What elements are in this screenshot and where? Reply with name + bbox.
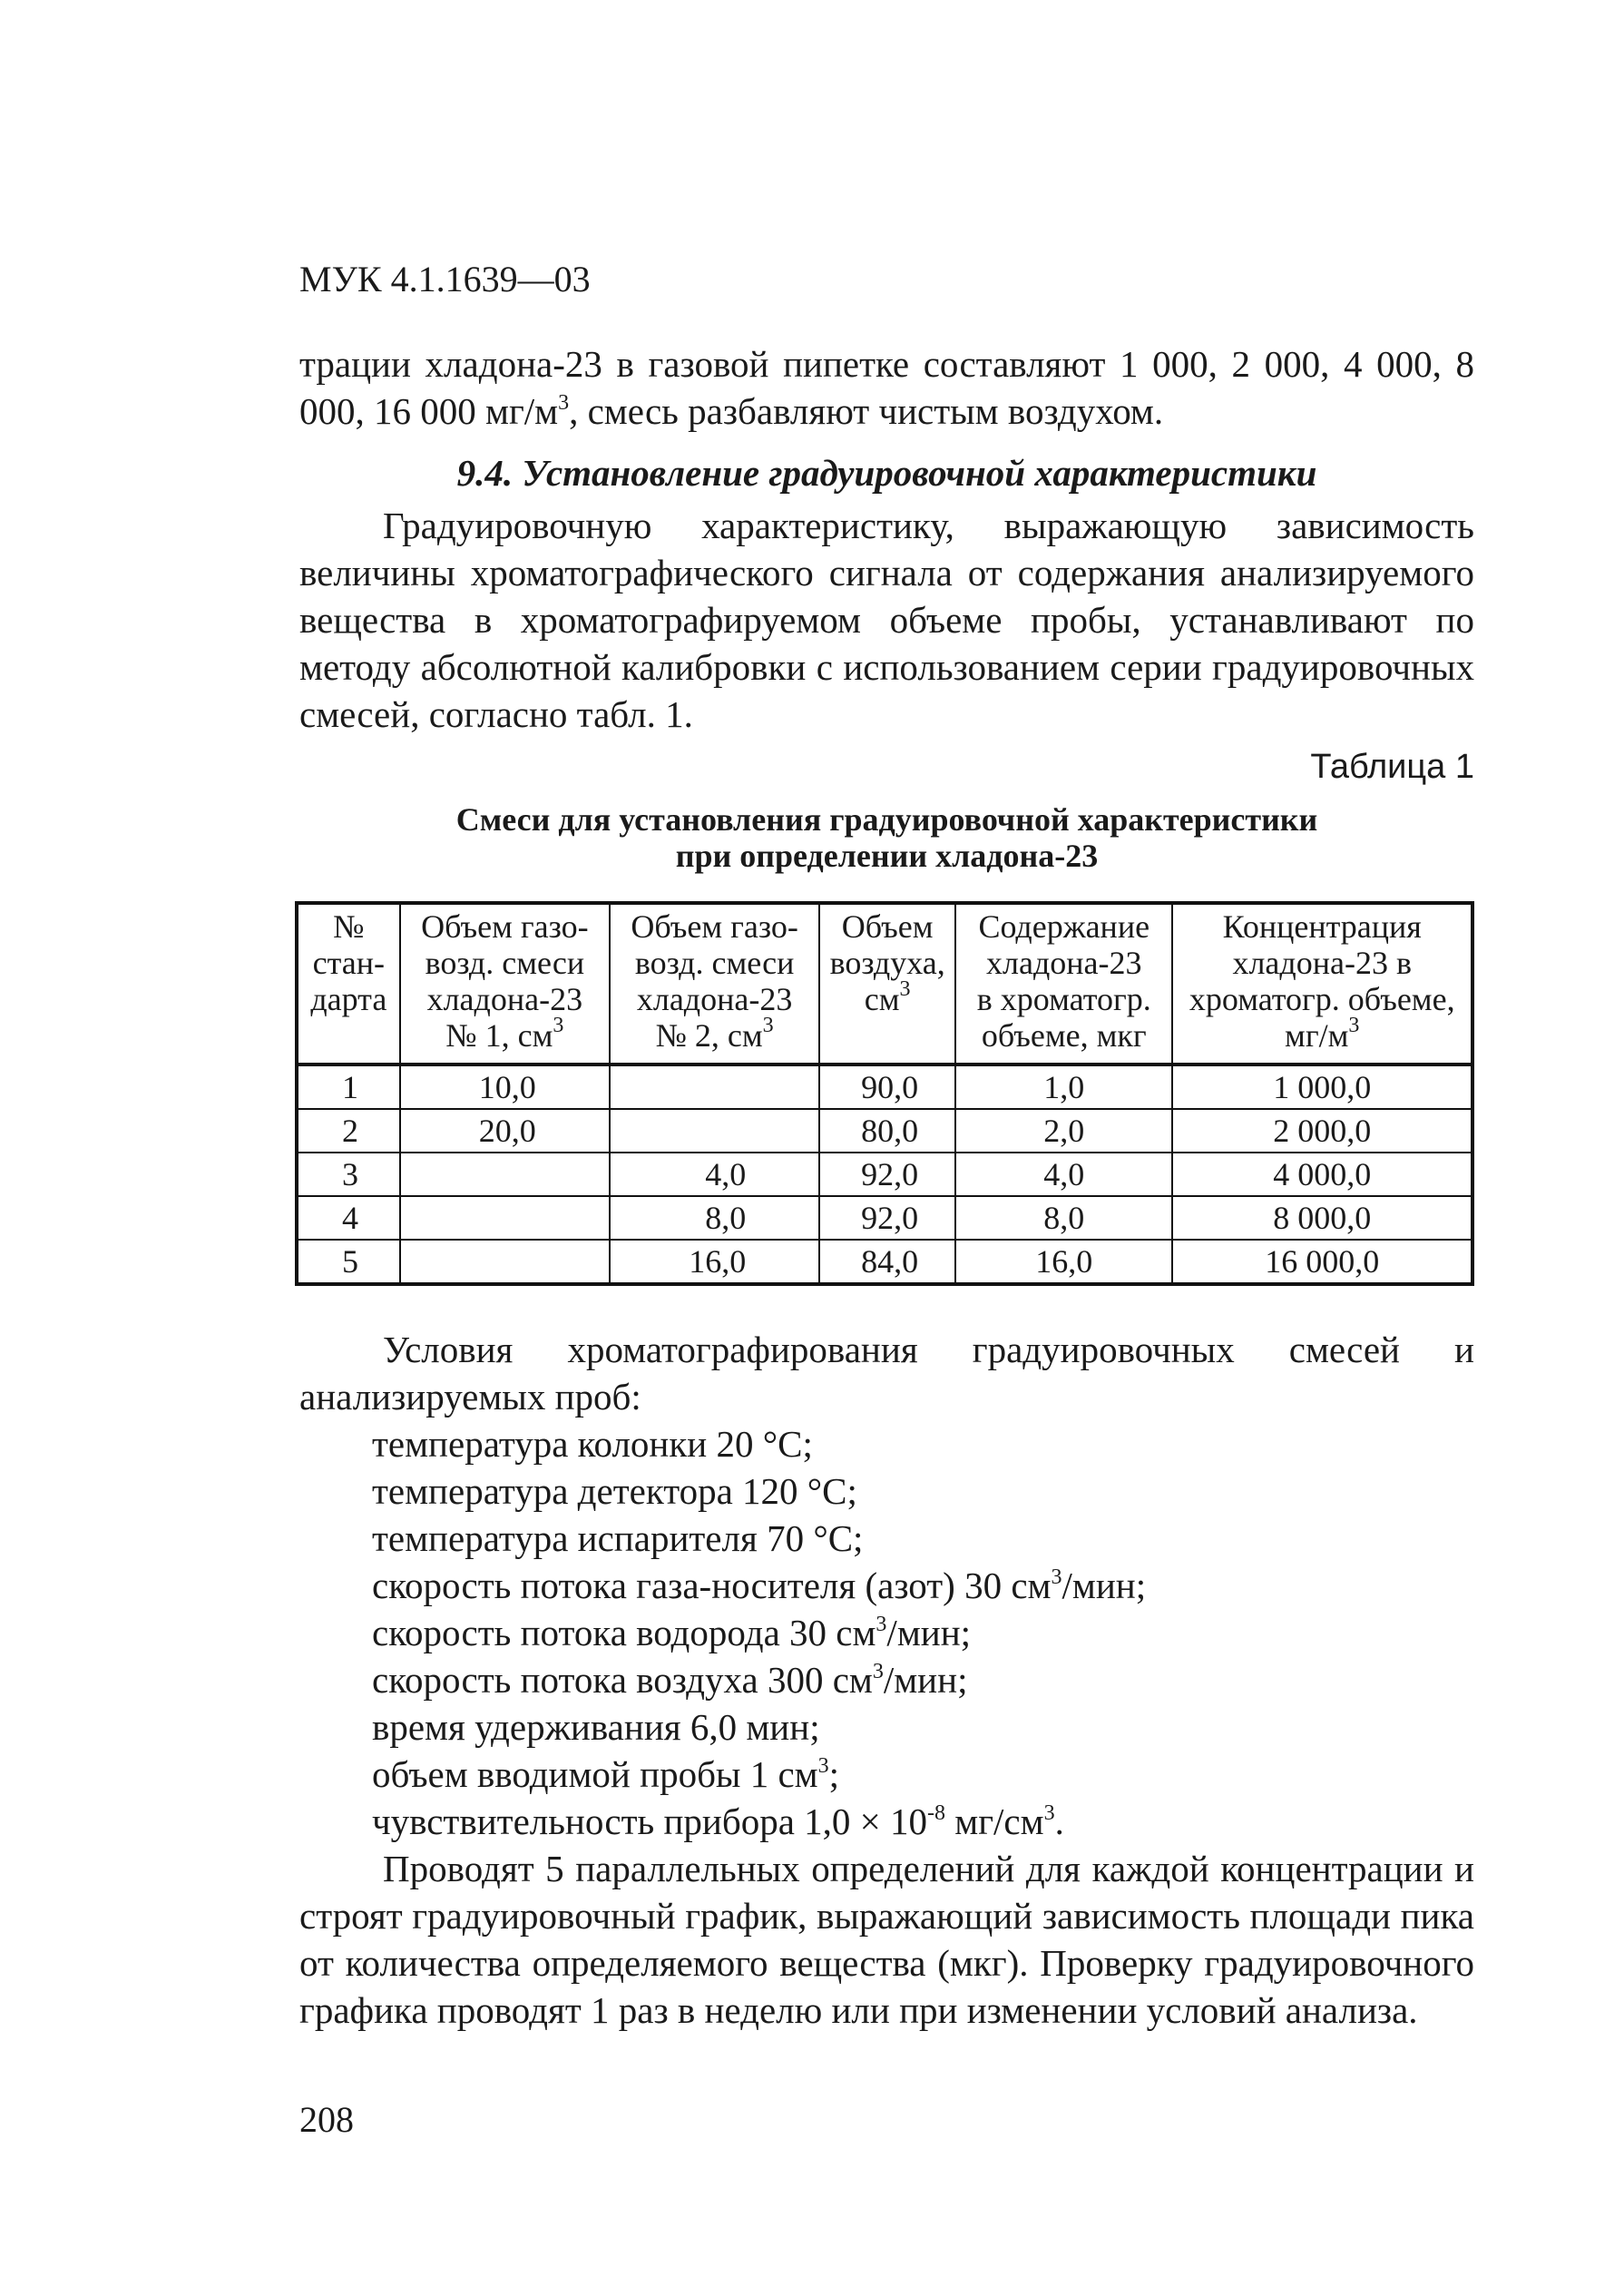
cell-air: 92,0 bbox=[819, 1196, 955, 1240]
superscript: 3 bbox=[1043, 1801, 1055, 1825]
cell-concentration: 16 000,0 bbox=[1172, 1240, 1472, 1284]
table-row bbox=[297, 1196, 1472, 1240]
cell-concentration: 8 000,0 bbox=[1172, 1196, 1472, 1240]
page-number: 208 bbox=[299, 2099, 354, 2140]
cell-mixture-1: 20,0 bbox=[400, 1109, 610, 1153]
cell-air: 90,0 bbox=[819, 1065, 955, 1109]
table-row bbox=[297, 1240, 1472, 1284]
cell-content: 4,0 bbox=[955, 1153, 1172, 1196]
condition-item bbox=[299, 1420, 1474, 1467]
condition-text: температура колонки 20 °C; bbox=[372, 1423, 813, 1465]
cell-mixture-1 bbox=[400, 1153, 610, 1196]
cell-mixture-2: 16,0 bbox=[610, 1240, 819, 1284]
page-content bbox=[299, 340, 1474, 2034]
paragraph-calibration: Градуировочную характеристику, выражающую зависимость величины хроматографического сигнала от содержания анализируемого вещества в хроматографируемом объеме пробы, устанавливают по методу абсолютной калибровки с использованием серии градуировочных смесей, согласно табл. 1. bbox=[299, 505, 1474, 735]
cell-air: 84,0 bbox=[819, 1240, 955, 1284]
table-row bbox=[297, 1065, 1472, 1109]
cell-mixture-1 bbox=[400, 1196, 610, 1240]
table-label: Таблица 1 bbox=[1310, 748, 1474, 786]
table-caption-line1: Смеси для установления градуировочной характеристики bbox=[455, 801, 1318, 838]
conditions-list bbox=[299, 1420, 1474, 1845]
condition-item bbox=[299, 1467, 1474, 1515]
condition-tail: мг/см bbox=[945, 1800, 1044, 1842]
condition-item bbox=[299, 1562, 1474, 1609]
condition-tail: /мин; bbox=[1061, 1565, 1147, 1606]
conditions-intro: Условия хроматографирования градуировочных смесей и анализируемых проб: bbox=[299, 1329, 1474, 1418]
condition-item bbox=[299, 1609, 1474, 1656]
paragraph-continuation-text: трации хладона-23 в газовой пипетке составляют 1 000, 2 000, 4 000, 8 000, 16 000 мг/м bbox=[299, 343, 1474, 432]
superscript: -8 bbox=[927, 1801, 946, 1825]
superscript: 3 bbox=[558, 391, 570, 415]
cell-mixture-1: 10,0 bbox=[400, 1065, 610, 1109]
cell-standard: 2 bbox=[297, 1109, 400, 1153]
paragraph-continuation bbox=[299, 340, 1474, 435]
cell-content: 8,0 bbox=[955, 1196, 1172, 1240]
condition-item bbox=[299, 1515, 1474, 1562]
table-row bbox=[297, 1153, 1472, 1196]
superscript: 3 bbox=[876, 1613, 887, 1636]
cell-mixture-2: 8,0 bbox=[610, 1196, 819, 1240]
table-row bbox=[297, 1109, 1472, 1153]
condition-tail: /мин; bbox=[886, 1612, 972, 1653]
condition-item bbox=[299, 1751, 1474, 1798]
condition-tail: ; bbox=[828, 1753, 840, 1795]
cell-mixture-2 bbox=[610, 1109, 819, 1153]
superscript: 3 bbox=[1051, 1565, 1062, 1589]
condition-text: чувствительность прибора 1,0 × 10 bbox=[372, 1800, 928, 1842]
cell-mixture-1 bbox=[400, 1240, 610, 1284]
condition-text: объем вводимой пробы 1 см bbox=[372, 1753, 818, 1795]
superscript: 3 bbox=[872, 1660, 884, 1683]
running-head: МУК 4.1.1639—03 bbox=[299, 259, 591, 299]
condition-text: скорость потока газа-носителя (азот) 30 см bbox=[372, 1565, 1052, 1606]
calibration-table bbox=[295, 901, 1474, 1286]
table-caption-line2: при определении хладона-23 bbox=[675, 838, 1099, 874]
cell-standard: 5 bbox=[297, 1240, 400, 1284]
cell-standard: 4 bbox=[297, 1196, 400, 1240]
condition-text: время удерживания 6,0 мин; bbox=[372, 1706, 820, 1748]
cell-concentration: 2 000,0 bbox=[1172, 1109, 1472, 1153]
condition-text: температура детектора 120 °C; bbox=[372, 1470, 857, 1512]
header-content: Содержание хладона-23 в хроматогр. объеме, мкг bbox=[955, 903, 1172, 1065]
condition-text: скорость потока водорода 30 см bbox=[372, 1612, 876, 1653]
condition-text: температура испарителя 70 °C; bbox=[372, 1517, 864, 1559]
condition-item bbox=[299, 1703, 1474, 1751]
cell-concentration: 4 000,0 bbox=[1172, 1153, 1472, 1196]
cell-air: 92,0 bbox=[819, 1153, 955, 1196]
section-title: 9.4. Установление градуировочной характеристики bbox=[456, 452, 1317, 494]
paragraph-continuation-tail: , смесь разбавляют чистым воздухом. bbox=[569, 390, 1164, 432]
condition-text: скорость потока воздуха 300 см bbox=[372, 1659, 873, 1701]
header-air-volume: Объем воздуха, $см^3$ bbox=[819, 903, 955, 1065]
table-header-row bbox=[297, 903, 1472, 1065]
cell-content: 16,0 bbox=[955, 1240, 1172, 1284]
superscript: 3 bbox=[817, 1754, 829, 1778]
cell-content: 2,0 bbox=[955, 1109, 1172, 1153]
cell-air: 80,0 bbox=[819, 1109, 955, 1153]
header-concentration: Концентрация хладона-23 в хроматогр. объеме, $мг/м^3$ bbox=[1172, 903, 1472, 1065]
header-mixture-2-volume: Объем газо- возд. смеси хладона-23 № 2, $см^3$ bbox=[610, 903, 819, 1065]
condition-tail: . bbox=[1054, 1800, 1064, 1842]
cell-content: 1,0 bbox=[955, 1065, 1172, 1109]
cell-mixture-2: 4,0 bbox=[610, 1153, 819, 1196]
table-caption bbox=[299, 801, 1474, 874]
cell-concentration: 1 000,0 bbox=[1172, 1065, 1472, 1109]
header-mixture-1-volume: Объем газо- возд. смеси хладона-23 № 1, $см^3$ bbox=[400, 903, 610, 1065]
final-paragraph: Проводят 5 параллельных определений для каждой концентрации и строят градуировочный график, выражающий зависимость площади пика от количества определяемого вещества (мкг). Проверку градуировочного графика проводят 1 раз в неделю или при изменении условий анализа. bbox=[299, 1848, 1474, 2031]
header-standard-number: № стан- дарта bbox=[297, 903, 400, 1065]
cell-standard: 1 bbox=[297, 1065, 400, 1109]
condition-item bbox=[299, 1656, 1474, 1703]
condition-tail: /мин; bbox=[883, 1659, 968, 1701]
cell-mixture-2 bbox=[610, 1065, 819, 1109]
cell-standard: 3 bbox=[297, 1153, 400, 1196]
condition-item bbox=[299, 1798, 1474, 1845]
